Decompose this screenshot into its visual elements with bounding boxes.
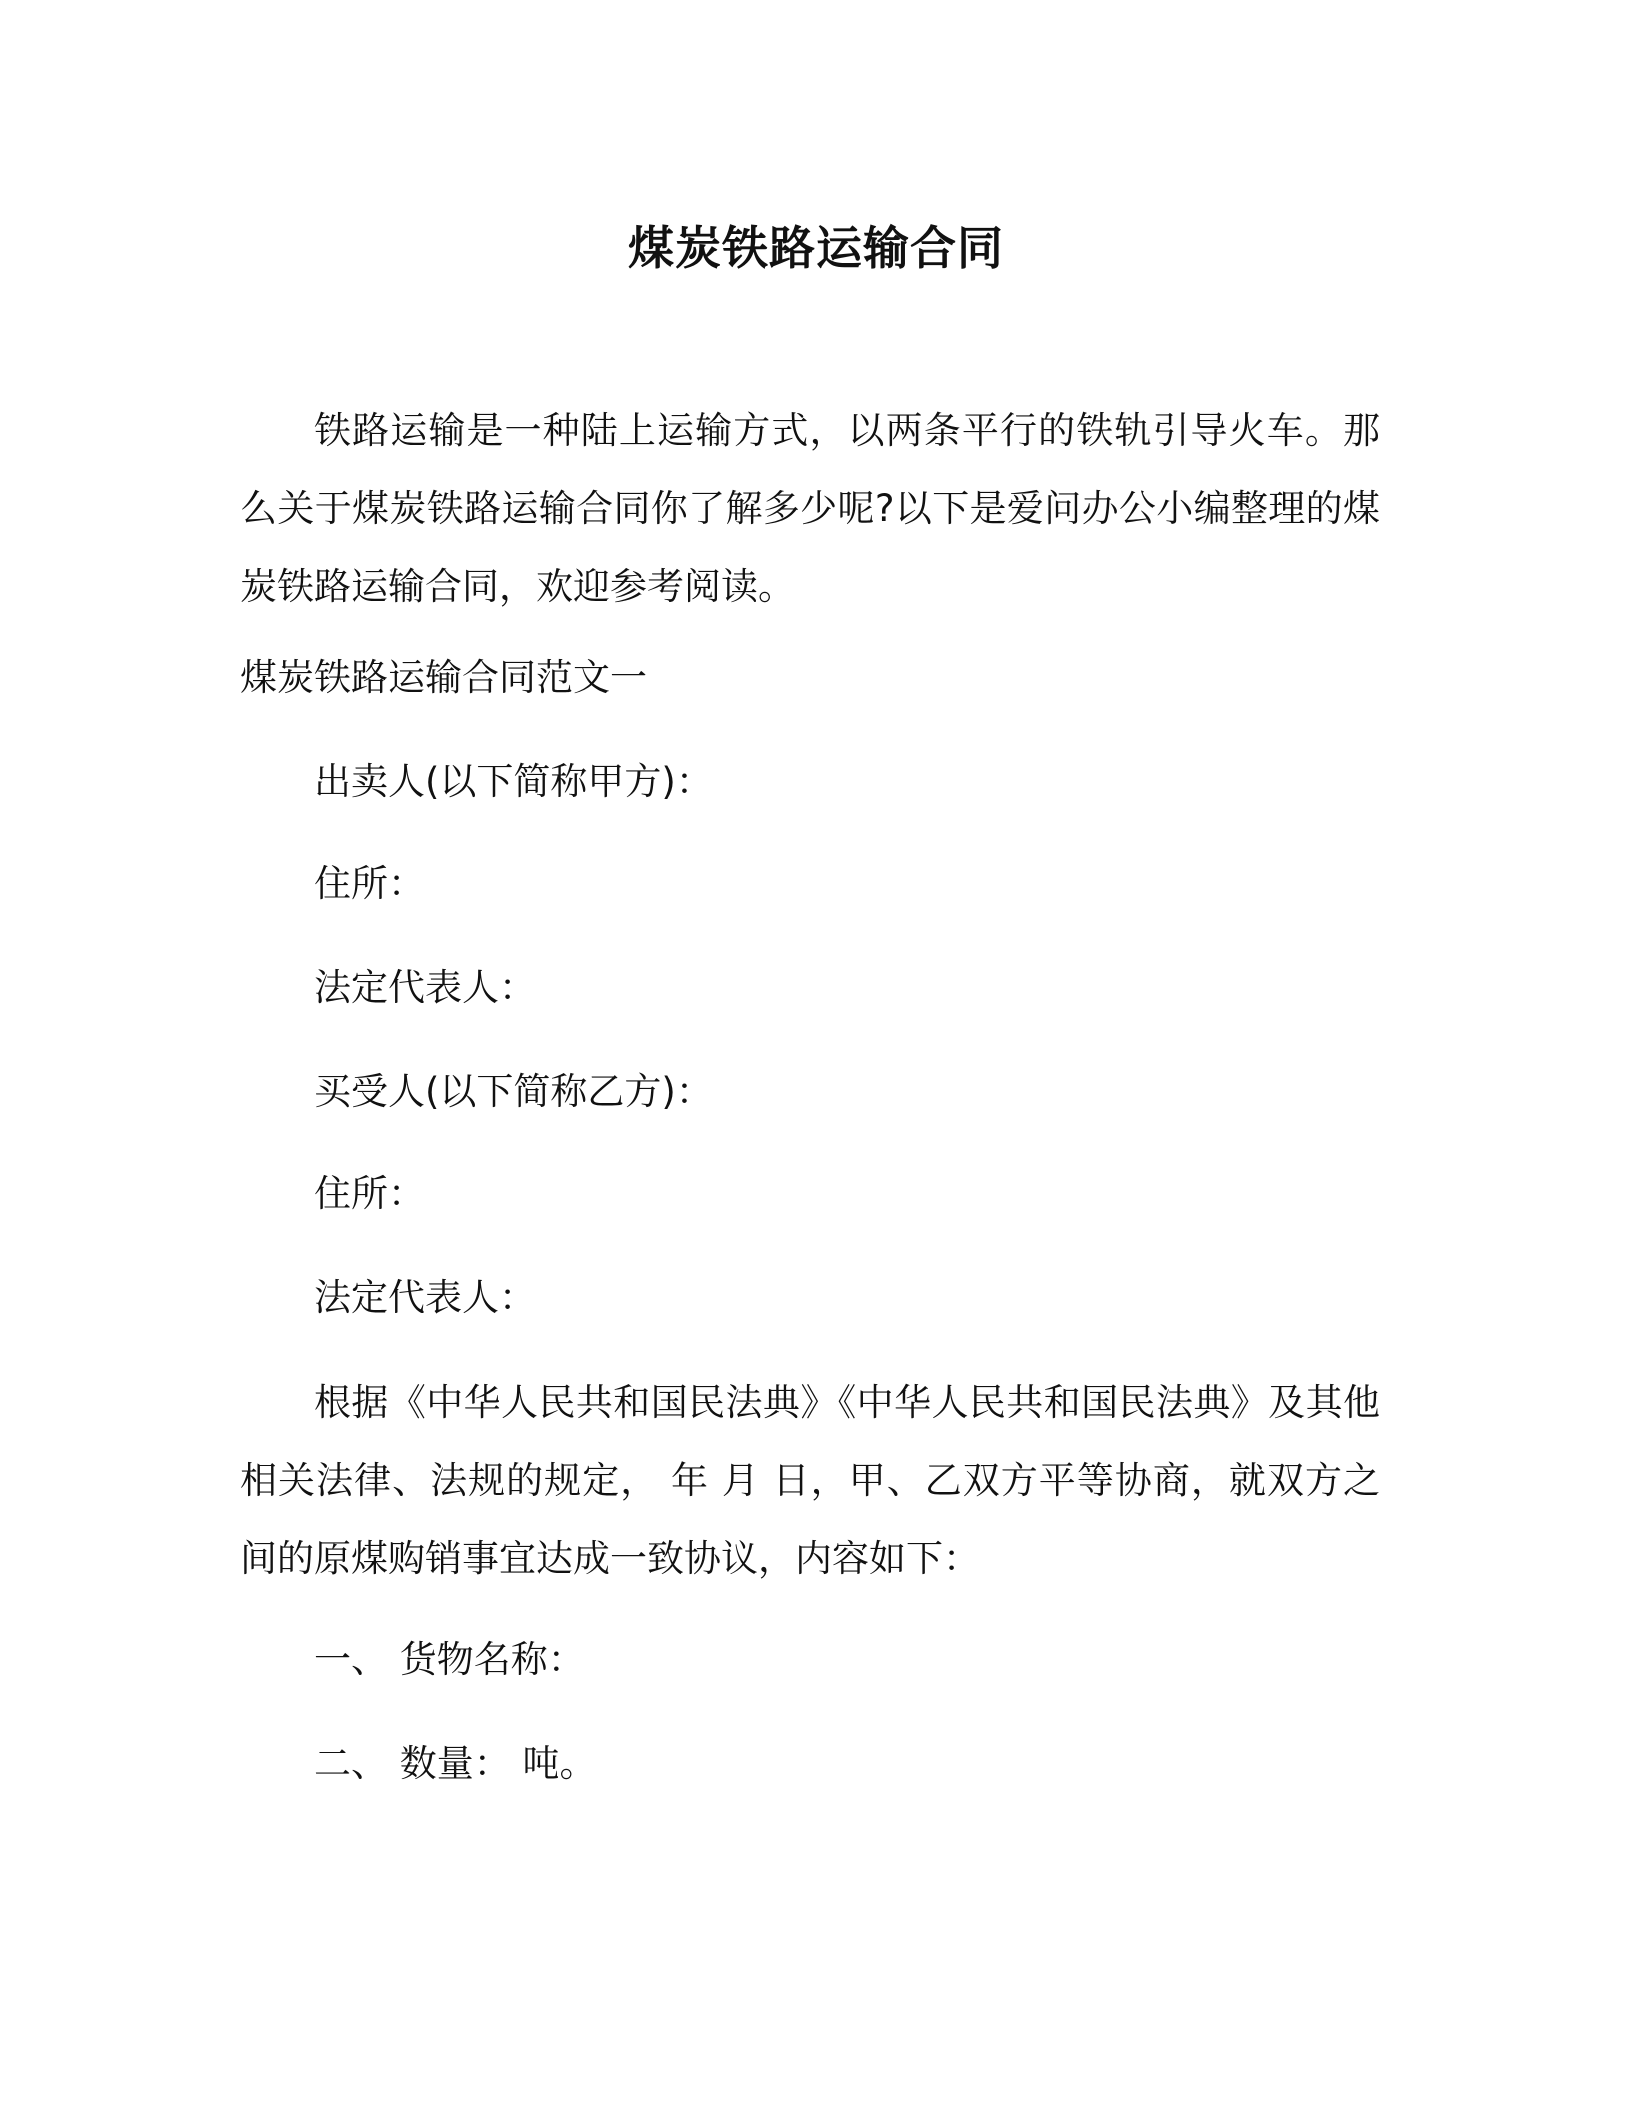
section-heading: 煤炭铁路运输合同范文一 [240, 656, 647, 699]
buyer-representative-label: 法定代表人： [314, 1276, 536, 1319]
buyer-label: 买受人(以下简称乙方)： [314, 1070, 713, 1113]
clause-goods-name: 一、 货物名称： [314, 1638, 585, 1681]
document-title: 煤炭铁路运输合同 [628, 221, 1004, 275]
agreement-paragraph: 根据《中华人民共和国民法典》《中华人民共和国民法典》及其他相关法律、法规的规定， 年 月 日，甲、乙双方平等协商，就双方之间的原煤购销事宜达成一致协议，内容如下： [240, 1381, 1380, 1580]
clause-quantity: 二、 数量： 吨。 [314, 1742, 597, 1785]
seller-label: 出卖人(以下简称甲方)： [314, 760, 713, 803]
intro-paragraph: 铁路运输是一种陆上运输方式，以两条平行的铁轨引导火车。那么关于煤炭铁路运输合同你了解多少呢?以下是爱问办公小编整理的煤炭铁路运输合同，欢迎参考阅读。 [240, 409, 1380, 608]
buyer-address-label: 住所： [314, 1172, 425, 1215]
seller-address-label: 住所： [314, 862, 425, 905]
seller-representative-label: 法定代表人： [314, 966, 536, 1009]
